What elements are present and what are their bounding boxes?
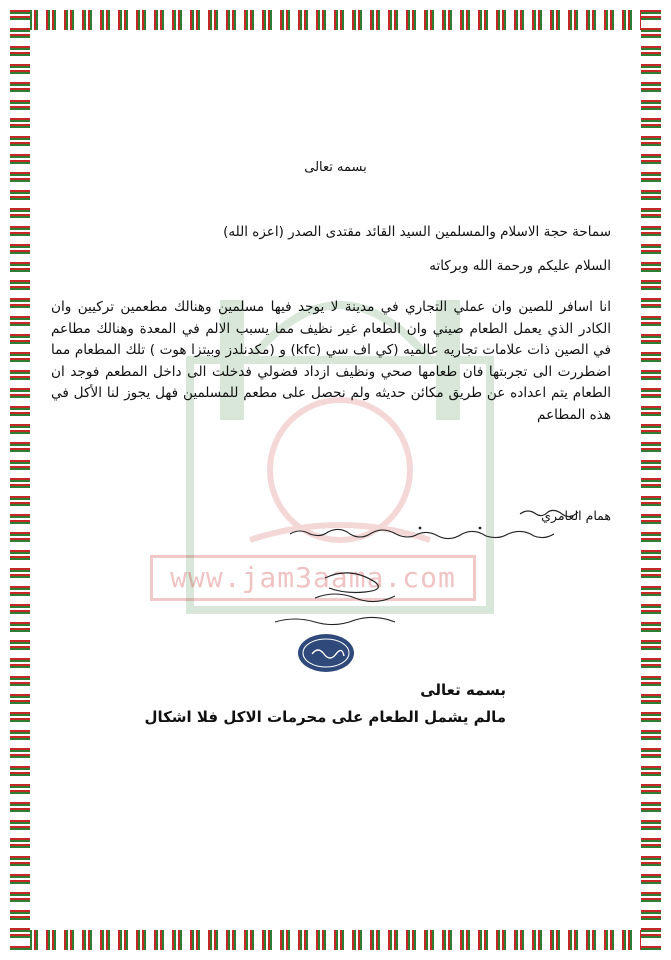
border-bottom	[10, 930, 661, 950]
reply-ruling: مالم يشمل الطعام على محرمات الاكل فلا اشكال	[144, 708, 506, 726]
reply-heading: بسمه تعالى	[420, 681, 506, 699]
watermark-url: www.jam3aama.com	[150, 555, 476, 601]
border-left	[10, 10, 30, 950]
border-right	[641, 10, 661, 950]
letter-salutation: سماحة حجة الاسلام والمسلمين السيد القائد مقتدى الصدر (اعزه الله)	[223, 224, 611, 240]
letter-sender: همام العامري	[541, 508, 611, 523]
official-seal	[296, 632, 356, 674]
handwritten-signature	[255, 560, 435, 640]
letter-greeting: السلام عليكم ورحمة الله وبركاته	[429, 258, 611, 274]
border-top	[10, 10, 661, 30]
letter-question: انا اسافر للصين وان عملي التجاري في مدينة لا يوجد فيها مسلمين وهنالك مطعمين تركيين وان الكادر الذي يعمل الطعام صيني وان الطعام غير نظيف مما يسبب الالم في المعدة وهنالك مطاعم في الصين ذات علامات تجاريه عالميه (كي اف سي (kfc) و (مكدنلدز وبيتزا هوت ) تلك المطعام مما اضطررت الى تجربتها فان طعامها صحي ونظيف ازداد فضولي فدخلت الى داخل المطعم فوجد ان الطعام يتم اعداده عن طريق مكائن حديثه ولم نحصل على مطعم للمسلمين فهل يجوز لنا الأكل في هذه المطاعم	[51, 299, 611, 423]
letter-heading: بسمه تعالى	[304, 160, 367, 175]
